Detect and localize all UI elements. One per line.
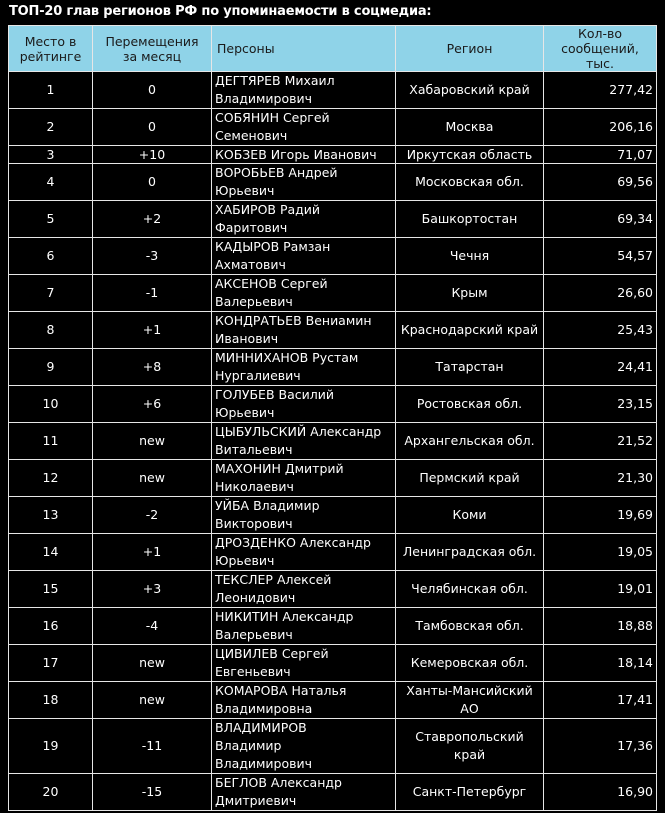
region-cell [396,201,544,238]
person-line: Дмитриевич [215,793,297,808]
person-cell [212,719,396,774]
count-cell: 69,34 [544,201,657,238]
move-cell: +3 [93,571,212,608]
person-line: Леонидович [215,590,296,605]
region-cell [396,719,544,774]
move-cell: +10 [93,146,212,164]
table-row [9,774,657,811]
region-line: Челябинская обл. [411,581,528,596]
table-header-row [9,26,657,72]
rank-cell: 11 [9,423,93,460]
count-cell: 21,52 [544,423,657,460]
region-line: Чечня [449,248,490,263]
count-cell: 277,42 [544,72,657,109]
region-cell [396,386,544,423]
region-cell [396,534,544,571]
move-cell: +1 [93,534,212,571]
region-line: Хабаровский край [409,82,530,97]
count-cell: 26,60 [544,275,657,312]
count-cell: 19,01 [544,571,657,608]
region-line: Коми [452,507,487,522]
table-row [9,571,657,608]
count-cell: 69,56 [544,164,657,201]
rank-cell: 9 [9,349,93,386]
region-cell [396,164,544,201]
header-move [93,26,212,72]
region-cell [396,460,544,497]
move-cell: new [93,460,212,497]
move-cell: 0 [93,72,212,109]
person-line: Владимирович [215,756,313,771]
count-cell: 21,30 [544,460,657,497]
person-cell [212,201,396,238]
rank-cell: 4 [9,164,93,201]
rank-cell: 13 [9,497,93,534]
region-line: Татарстан [435,359,504,374]
person-cell [212,774,396,811]
count-cell: 16,90 [544,774,657,811]
rank-cell: 1 [9,72,93,109]
header-rank [9,26,93,72]
header-region: Регион [396,26,544,72]
table-row [9,386,657,423]
rank-cell: 15 [9,571,93,608]
move-cell: +6 [93,386,212,423]
person-line: Юрьевич [215,553,275,568]
move-cell: -15 [93,774,212,811]
table-row [9,164,657,201]
person-line: Владимирович [215,91,313,106]
move-cell: +2 [93,201,212,238]
person-cell [212,571,396,608]
person-cell [212,312,396,349]
person-line: Семенович [215,128,288,143]
region-line: Краснодарский край [400,322,539,337]
person-line: Витальевич [215,442,293,457]
rank-cell: 10 [9,386,93,423]
person-cell [212,146,396,164]
table-row [9,719,657,774]
move-cell: +1 [93,312,212,349]
person-line: Владимир [215,738,282,753]
count-cell: 17,41 [544,682,657,719]
header-move-line: за месяц [122,48,182,64]
person-cell [212,349,396,386]
region-cell [396,682,544,719]
rank-cell: 17 [9,645,93,682]
header-rank-line: Место в [24,33,77,49]
table-row [9,72,657,109]
region-line: Башкортостан [421,211,518,226]
region-cell [396,423,544,460]
person-cell [212,682,396,719]
rank-cell: 8 [9,312,93,349]
person-cell [212,386,396,423]
person-cell [212,497,396,534]
header-count-line: Кол-во [577,26,623,41]
count-cell: 19,69 [544,497,657,534]
table-row [9,423,657,460]
person-line: АКСЕНОВ Сергей [215,276,328,291]
person-line: ДРОЗДЕНКО Александр [215,535,371,550]
table-row [9,497,657,534]
rank-cell: 20 [9,774,93,811]
person-cell [212,109,396,146]
region-cell [396,774,544,811]
move-cell: -2 [93,497,212,534]
region-line: Кемеровская обл. [410,655,529,670]
person-line: МАХОНИН Дмитрий [215,461,344,476]
rank-cell: 19 [9,719,93,774]
region-line: край [453,747,486,762]
person-line: Нургалиевич [215,368,301,383]
person-line: Юрьевич [215,183,275,198]
person-line: ХАБИРОВ Радий [215,202,321,217]
move-cell: -3 [93,238,212,275]
region-line: Москва [445,119,494,134]
person-cell [212,238,396,275]
region-cell [396,146,544,164]
person-line: ЦЫБУЛЬСКИЙ Александр [215,424,382,439]
person-line: Владимировна [215,701,313,716]
region-line: Ростовская обл. [416,396,523,411]
person-line: НИКИТИН Александр [215,609,354,624]
region-cell [396,645,544,682]
person-line: Евгеньевич [215,664,291,679]
person-cell [212,460,396,497]
rank-cell: 2 [9,109,93,146]
person-line: КОМАРОВА Наталья [215,683,347,698]
person-line: КОНДРАТЬЕВ Вениамин [215,313,372,328]
person-line: КАДЫРОВ Рамзан [215,239,331,254]
person-line: Валерьевич [215,294,293,309]
move-cell: new [93,423,212,460]
move-cell: -1 [93,275,212,312]
header-person: Персоны [212,26,396,72]
rank-cell: 5 [9,201,93,238]
move-cell: +8 [93,349,212,386]
count-cell: 25,43 [544,312,657,349]
table-row [9,312,657,349]
person-line: Иванович [215,331,279,346]
region-line: Ставропольский [415,729,524,744]
region-cell [396,349,544,386]
table-row [9,238,657,275]
table-row [9,349,657,386]
person-line: СОБЯНИН Сергей [215,110,330,125]
table-row [9,146,657,164]
count-cell: 24,41 [544,349,657,386]
rating-table [8,25,657,811]
person-line: Ахматович [215,257,286,272]
person-line: ТЕКСЛЕР Алексей [215,572,332,587]
person-line: БЕГЛОВ Александр [215,775,342,790]
person-cell [212,608,396,645]
person-line: Фаритович [215,220,288,235]
table-row [9,109,657,146]
table-row [9,645,657,682]
rank-cell: 18 [9,682,93,719]
table-row [9,682,657,719]
person-line: Викторович [215,516,293,531]
region-line: Иркутская область [406,146,533,162]
region-cell [396,275,544,312]
person-line: ГОЛУБЕВ Василий [215,387,334,402]
count-cell: 206,16 [544,109,657,146]
count-cell: 18,14 [544,645,657,682]
move-cell: new [93,682,212,719]
move-cell: 0 [93,109,212,146]
person-line: ВОРОБЬЕВ Андрей [215,165,338,180]
header-move-line: Перемещения [105,33,199,49]
move-cell: new [93,645,212,682]
table-body [9,72,657,811]
person-line: Валерьевич [215,627,293,642]
move-cell: -11 [93,719,212,774]
table-row [9,275,657,312]
region-line: Ленинградская обл. [402,544,537,559]
region-cell [396,608,544,645]
rank-cell: 16 [9,608,93,645]
person-cell [212,72,396,109]
region-line: Архангельская обл. [404,433,535,448]
count-cell: 71,07 [544,146,657,164]
person-line: МИННИХАНОВ Рустам [215,350,359,365]
region-line: Ханты-Мансийский [406,683,533,698]
count-cell: 17,36 [544,719,657,774]
table-row [9,534,657,571]
person-line: ВЛАДИМИРОВ [215,720,307,735]
header-count-line: сообщений, тыс. [561,41,639,71]
region-cell [396,571,544,608]
region-cell [396,109,544,146]
region-cell [396,238,544,275]
move-cell: 0 [93,164,212,201]
rank-cell: 14 [9,534,93,571]
count-cell: 54,57 [544,238,657,275]
rank-cell: 3 [9,146,93,164]
person-cell [212,645,396,682]
rank-cell: 12 [9,460,93,497]
person-line: ЦИВИЛЕВ Сергей [215,646,329,661]
person-line: КОБЗЕВ Игорь Иванович [215,146,377,162]
person-cell [212,164,396,201]
rank-cell: 7 [9,275,93,312]
region-cell [396,497,544,534]
person-cell [212,423,396,460]
rank-cell: 6 [9,238,93,275]
region-line: Крым [451,285,488,300]
count-cell: 23,15 [544,386,657,423]
region-line: Пермский край [419,470,520,485]
region-cell [396,72,544,109]
person-line: Николаевич [215,479,294,494]
table-row [9,608,657,645]
region-line: Тамбовская обл. [415,618,524,633]
count-cell: 19,05 [544,534,657,571]
region-line: АО [460,701,479,716]
count-cell: 18,88 [544,608,657,645]
move-cell: -4 [93,608,212,645]
region-line: Московская обл. [415,174,524,189]
person-cell [212,534,396,571]
page-title: ТОП-20 глав регионов РФ по упоминаемости в соцмедиа: [9,4,432,19]
header-rank-line: рейтинге [19,48,82,64]
table-row [9,201,657,238]
header-count [544,26,657,72]
person-line: УЙБА Владимир [215,498,320,513]
person-cell [212,275,396,312]
region-line: Санкт-Петербург [412,784,527,799]
person-line: Юрьевич [215,405,275,420]
person-line: ДЕГТЯРЕВ Михаил [215,73,335,88]
table-row [9,460,657,497]
region-cell [396,312,544,349]
